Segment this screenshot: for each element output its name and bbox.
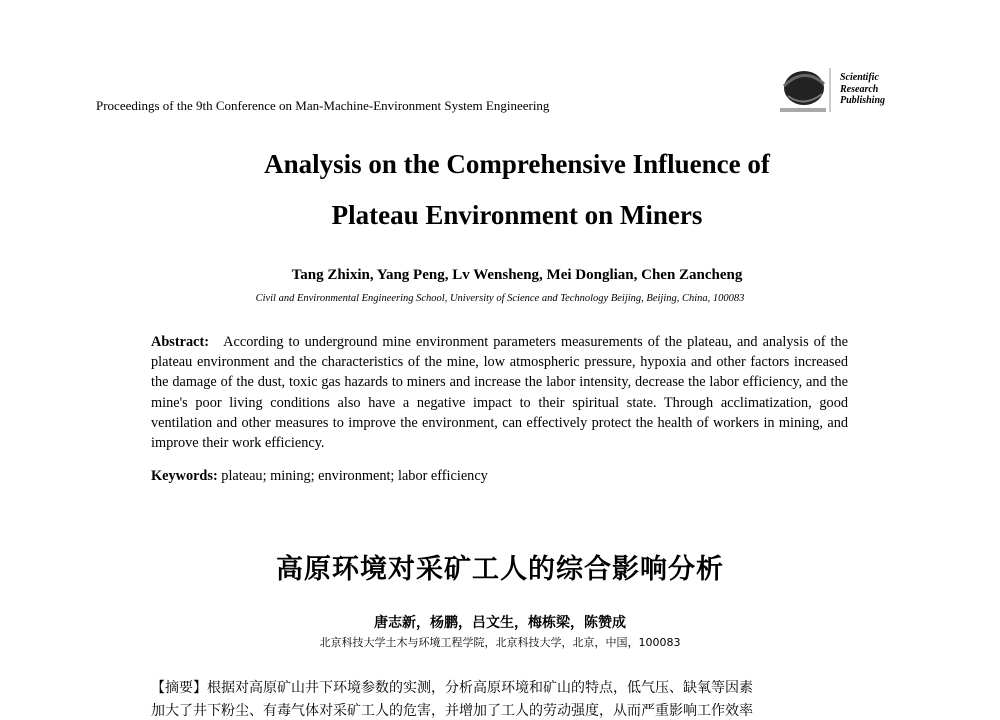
publisher-logo	[774, 62, 904, 118]
keywords-label: Keywords:	[151, 468, 218, 484]
chinese-abstract-line-2: 加大了井下粉尘、有毒气体对采矿工人的危害，并增加了工人的劳动强度，从而严重影响工作效率	[151, 703, 753, 719]
globe-icon	[774, 62, 834, 118]
keywords	[151, 468, 488, 485]
abstract-text: According to underground mine environment parameters measurements of the plateau, and analysis of the plateau environment and the characteristics of the mine, low atmospheric pressure, hypoxia and other factors increased the damage of the dust, toxic gas hazards to miners and increase the labor intensity, decrease the labor efficiency, and the mine's poor living conditions also have a negative impact to their spiritual state. Through acclimatization, good ventilation and other measures to improve the environment, can effectively protect the health of workers in mining, and improve their work efficiency.	[151, 334, 848, 452]
keywords-text: plateau; mining; environment; labor efficiency	[221, 468, 488, 484]
chinese-title: 高原环境对采矿工人的综合影响分析	[276, 554, 724, 585]
paper-authors: Tang Zhixin, Yang Peng, Lv Wensheng, Mei Donglian, Chen Zancheng	[291, 267, 743, 283]
publisher-line-3: Publishing	[840, 95, 886, 106]
publisher-line-1: Scientific	[840, 72, 879, 83]
abstract	[151, 332, 848, 453]
chinese-affiliation: 北京科技大学土木与环境工程学院，北京科技大学，北京，中国，100083	[319, 636, 681, 649]
chinese-abstract-line-1: 【摘要】根据对高原矿山井下环境参数的实测，分析高原环境和矿山的特点，低气压、缺氧等因素	[151, 680, 753, 696]
chinese-authors: 唐志新，杨鹏，吕文生，梅栋梁，陈赞成	[374, 615, 626, 631]
paper-title-line-2: Plateau Environment on Miners	[331, 200, 703, 230]
publisher-line-2: Research	[840, 83, 879, 95]
proceedings-header: Proceedings of the 9th Conference on Man-Machine-Environment System Engineering	[96, 98, 550, 113]
paper-affiliation: Civil and Environmental Engineering School, University of Science and Technology Beijing, Beijing, China, 100083	[255, 293, 745, 304]
paper-title-line-1: Analysis on the Comprehensive Influence of	[264, 149, 770, 179]
abstract-label: Abstract:	[151, 334, 209, 350]
